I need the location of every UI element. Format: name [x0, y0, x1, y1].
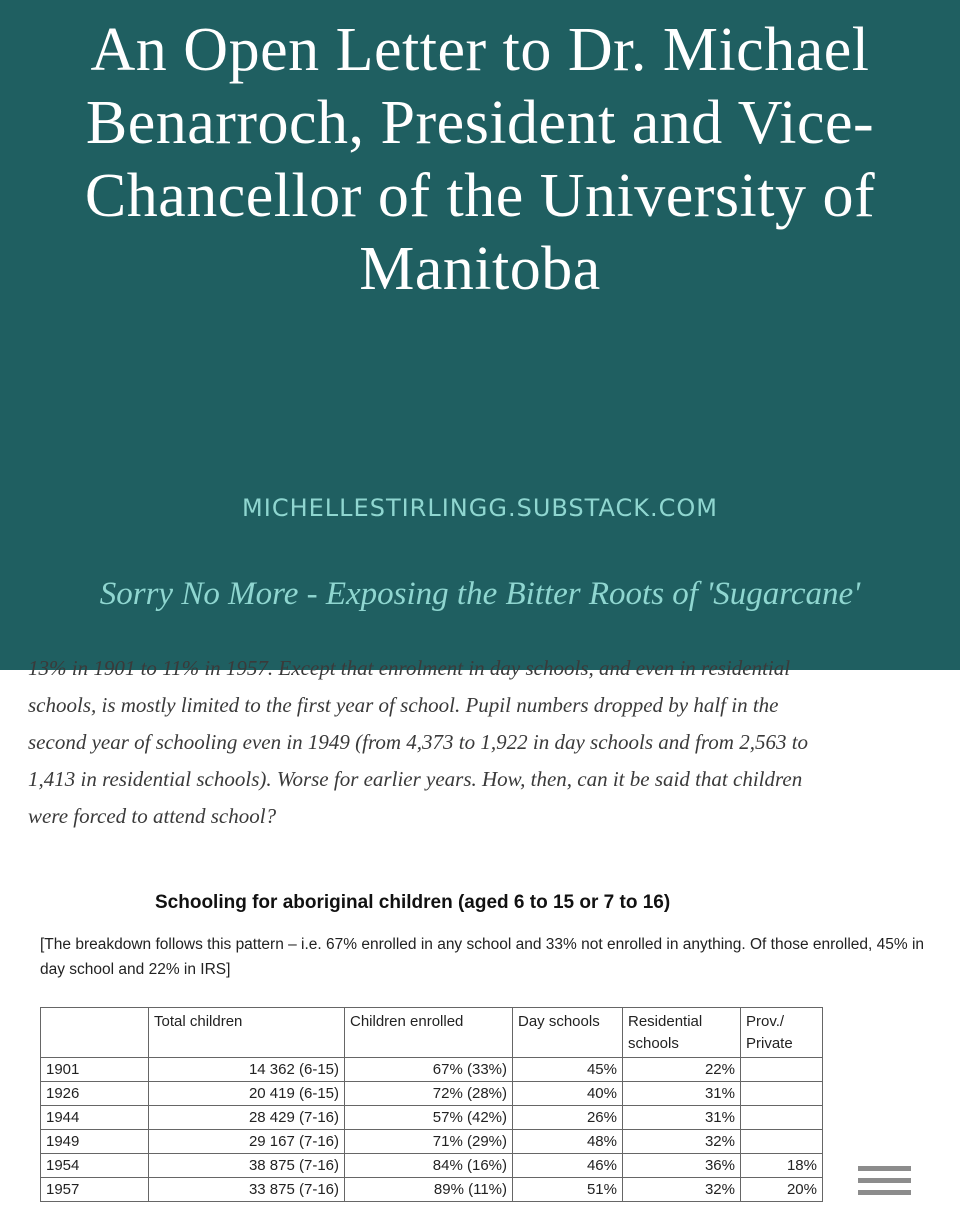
cell-private	[741, 1058, 823, 1082]
paragraph-line: 13% in 1901 to 11% in 1957. Except that enrolment in day schools, and even in residential	[28, 656, 791, 680]
table-row	[41, 1154, 823, 1178]
paragraph-line: second year of schooling even in 1949 (from 4,373 to 1,922 in day schools and from 2,563 to	[28, 730, 809, 754]
cell-year: 1957	[41, 1178, 149, 1202]
cell-residential: 32%	[623, 1178, 741, 1202]
table-note: [The breakdown follows this pattern – i.e. 67% enrolled in any school and 33% not enrolled in anything. Of those enrolled, 45% in day school and 22% in IRS]	[40, 936, 925, 978]
header-cell-day: Day schools	[513, 1008, 623, 1058]
cell-residential: 31%	[623, 1106, 741, 1130]
cell-private	[741, 1130, 823, 1154]
header-cell-residential: Residential schools	[623, 1008, 741, 1058]
cell-day: 48%	[513, 1130, 623, 1154]
cell-private	[741, 1106, 823, 1130]
table-row	[41, 1058, 823, 1082]
article-title: An Open Letter to Dr. Michael Benarroch, President and Vice-Chancellor of the University of Manitoba	[84, 16, 876, 303]
menu-bar	[858, 1178, 911, 1183]
cell-total: 38 875 (7-16)	[149, 1154, 345, 1178]
paragraph-line: schools, is mostly limited to the first year of school. Pupil numbers dropped by half in the	[28, 693, 779, 717]
body-paragraph	[28, 650, 918, 835]
cell-residential: 22%	[623, 1058, 741, 1082]
header-cell-total: Total children	[149, 1008, 345, 1058]
site-url[interactable]: MICHELLESTIRLINGG.SUBSTACK.COM	[242, 494, 718, 522]
header-cell-year	[41, 1008, 149, 1058]
cell-enrolled: 89% (11%)	[345, 1178, 513, 1202]
table-row	[41, 1130, 823, 1154]
header-cell-private: Prov./ Private	[741, 1008, 823, 1058]
cell-enrolled: 67% (33%)	[345, 1058, 513, 1082]
cell-year: 1901	[41, 1058, 149, 1082]
cell-day: 45%	[513, 1058, 623, 1082]
header-cell-enrolled: Children enrolled	[345, 1008, 513, 1058]
cell-enrolled: 57% (42%)	[345, 1106, 513, 1130]
cell-total: 33 875 (7-16)	[149, 1178, 345, 1202]
paragraph-line: were forced to attend school?	[28, 804, 277, 828]
cell-total: 28 429 (7-16)	[149, 1106, 345, 1130]
cell-private: 20%	[741, 1178, 823, 1202]
cell-year: 1949	[41, 1130, 149, 1154]
cell-total: 20 419 (6-15)	[149, 1082, 345, 1106]
cell-total: 29 167 (7-16)	[149, 1130, 345, 1154]
menu-bar	[858, 1166, 911, 1171]
document-excerpt	[0, 656, 960, 1200]
cell-enrolled: 72% (28%)	[345, 1082, 513, 1106]
cell-residential: 31%	[623, 1082, 741, 1106]
cell-day: 46%	[513, 1154, 623, 1178]
menu-bar	[858, 1190, 911, 1195]
hamburger-menu-icon[interactable]	[858, 1166, 911, 1206]
article-subtitle: Sorry No More - Exposing the Bitter Roots of 'Sugarcane'	[99, 576, 861, 612]
cell-year: 1954	[41, 1154, 149, 1178]
cell-enrolled: 71% (29%)	[345, 1130, 513, 1154]
cell-private: 18%	[741, 1154, 823, 1178]
cell-enrolled: 84% (16%)	[345, 1154, 513, 1178]
table-row	[41, 1106, 823, 1130]
schooling-table	[40, 1007, 823, 1202]
table-row	[41, 1082, 823, 1106]
cell-private	[741, 1082, 823, 1106]
table-row	[41, 1178, 823, 1202]
cell-year: 1944	[41, 1106, 149, 1130]
cell-day: 40%	[513, 1082, 623, 1106]
cell-year: 1926	[41, 1082, 149, 1106]
table-header-row	[41, 1008, 823, 1058]
cell-total: 14 362 (6-15)	[149, 1058, 345, 1082]
cell-residential: 36%	[623, 1154, 741, 1178]
cell-day: 26%	[513, 1106, 623, 1130]
cell-residential: 32%	[623, 1130, 741, 1154]
paragraph-line: 1,413 in residential schools). Worse for earlier years. How, then, can it be said that children	[28, 767, 803, 791]
table-title: Schooling for aboriginal children (aged 6 to 15 or 7 to 16)	[155, 892, 671, 913]
cell-day: 51%	[513, 1178, 623, 1202]
